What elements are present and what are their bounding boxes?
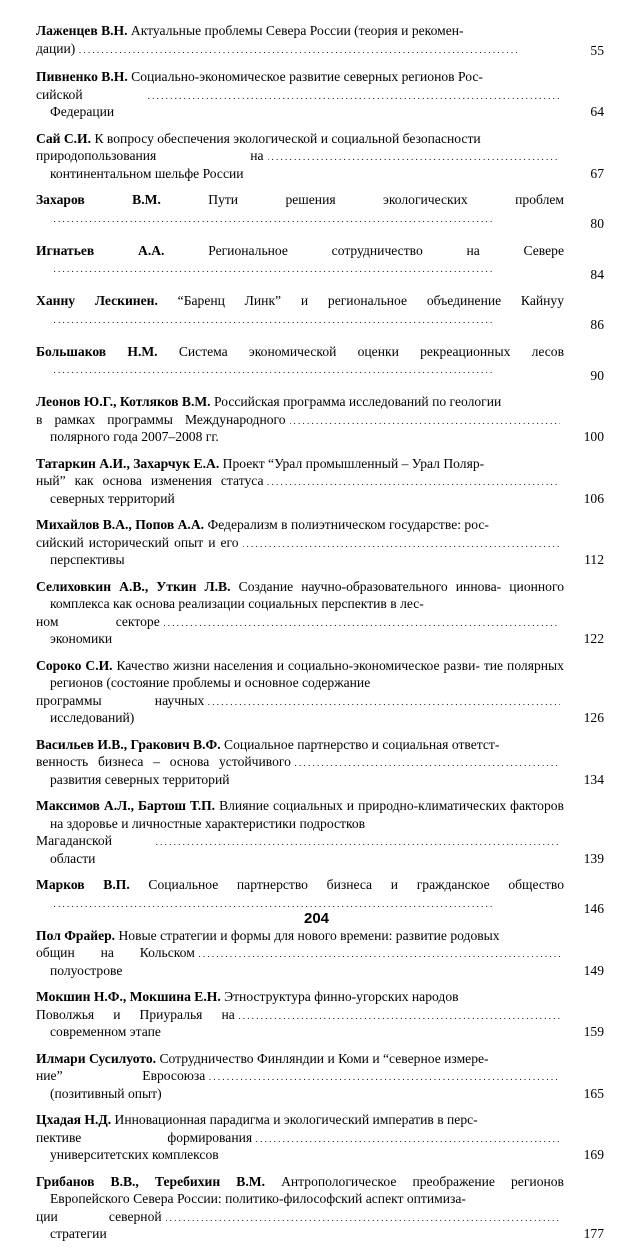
toc-entry [36,191,604,233]
toc-title: Российская программа исследований по геологии [213,394,502,409]
toc-title: Этноструктура финно-угорских народов [224,989,459,1004]
toc-author: Лаженцев В.Н. [36,23,128,38]
toc-leader-dots [148,86,560,106]
toc-entry-text [36,191,564,233]
toc-leader-dots [199,944,560,964]
toc-title: Влияние социальных и природно-климатических факторов на здоровье и личностные характеристики подростков [50,798,564,831]
toc-page-number: 112 [584,552,604,567]
toc-entry-text [36,292,564,334]
toc-page-number: 165 [583,1085,604,1101]
toc-title-tail: венность бизнеса – основа устойчивого развития северных территорий [36,754,291,787]
toc-author: Большаков Н.М. [36,343,158,359]
toc-author: Сороко С.И. [36,657,113,673]
toc-leader-dots [54,259,558,279]
toc-entry-text [36,1111,564,1164]
toc-leader-dots [267,472,560,492]
toc-author: Игнатьев А.А. [36,242,165,258]
toc-entry-text [36,927,564,980]
toc-title: Качество жизни населения и социально-экономическое разви- тие полярных регионов (состояние проблемы и основное содержание [50,657,564,690]
toc-title-end [36,1067,564,1102]
toc-page-number: 159 [583,1024,604,1039]
toc-title-end [36,147,564,182]
toc-title-tail: дации) [36,40,76,56]
toc-leader-dots [239,1006,560,1026]
toc-page-number: 64 [590,104,604,119]
toc-entry [36,22,604,59]
toc-title-tail: ном секторе экономики [36,613,160,646]
toc-entry [36,797,604,867]
toc-title-tail: Магаданской области [36,833,112,866]
toc-leader-dots [256,1129,560,1149]
toc-leader-dots [166,1208,560,1228]
toc-entry [36,988,604,1041]
toc-page-number: 80 [590,216,604,231]
toc-title-end [36,1129,564,1164]
toc-entry [36,1111,604,1164]
toc-author: Ханну Лескинен. [36,293,158,308]
toc-leader-dots [295,753,560,773]
toc-entry [36,455,604,508]
toc-title: Федерализм в полиэтническом государстве: рос- [207,517,489,532]
toc-title: Проект “Урал промышленный – Урал Поляр- [222,455,485,471]
toc-title-tail: сийский исторический опыт и его перспективы [36,534,239,567]
toc-title-tail: общин на Кольском полуострове [36,945,195,978]
toc-author: Михайлов В.А., Попов А.А. [36,517,205,532]
toc-author: Цхадая Н.Д. [36,1112,112,1127]
toc-title-end [36,411,564,446]
toc-entry [36,1173,604,1243]
toc-page-number: 90 [590,367,604,383]
toc-entry [36,516,604,569]
toc-entry-text [36,393,564,446]
toc-title-tail: программы научных исследований) [36,692,205,725]
toc-author: Пол Фрайер. [36,927,116,943]
toc-leader-dots [54,310,558,330]
toc-title-end [36,944,564,979]
toc-title-end [36,1208,564,1243]
toc-page-number: 139 [583,850,604,866]
toc-author: Максимов А.Л., Бартош Т.П. [36,798,216,813]
toc-title-tail: Социальное партнерство бизнеса и гражданское общество [148,877,564,892]
toc-leader-dots [54,209,558,229]
toc-page-number: 177 [583,1226,604,1241]
toc-entry-text [36,736,564,789]
toc-entry [36,68,604,121]
toc-title: Социальное партнерство и социальная ответст- [224,736,500,752]
toc-author: Пивненко В.Н. [36,69,128,84]
toc-title-tail: “Баренц Линк” и региональное объединение Кайнуу [177,293,564,308]
toc-title-end [36,832,564,867]
toc-entry [36,927,604,980]
toc-title-end [36,1006,564,1041]
toc-title-tail: Пути решения экологических проблем [208,192,564,207]
toc-entry [36,393,604,446]
toc-page-number: 122 [583,631,604,646]
toc-title-tail: в рамках программы Международного полярного года 2007–2008 гг. [36,411,286,444]
toc-author: Грибанов В.В., Теребихин В.М. [36,1173,265,1189]
toc-title-tail: Система экономической оценки рекреационных лесов [178,343,565,359]
toc-author: Илмари Сусилуото. [36,1050,157,1066]
toc-entry-text [36,988,564,1041]
toc-page-number: 126 [583,710,604,725]
toc-entry-text [36,242,564,284]
toc-page-number: 84 [590,266,604,282]
toc-author: Леонов Ю.Г., Котляков В.М. [36,394,211,409]
toc-leader-dots [79,40,560,60]
toc-leader-dots [290,411,560,431]
toc-leader-dots [156,832,560,852]
toc-leader-dots [209,1067,560,1087]
toc-leader-dots [208,692,560,712]
toc-page-number: 149 [583,962,604,978]
toc-title-tail: ции северной стратегии [36,1208,162,1241]
toc-title-tail: ние” Евросоюза (позитивный опыт) [36,1068,206,1101]
toc-title: Сотрудничество Финляндии и Коми и “северное измере- [159,1050,489,1066]
toc-entry [36,130,604,183]
toc-title-tail: Региональное сотрудничество на Севере [208,242,565,258]
toc-title: К вопросу обеспечения экологической и социальной безопасности [94,130,481,146]
toc-page-number: 86 [590,317,604,332]
toc-page-number: 146 [583,901,604,916]
toc-entry [36,736,604,789]
toc-leader-dots [268,147,560,167]
table-of-contents [36,22,604,1252]
toc-page-number: 55 [590,42,604,58]
toc-entry-text [36,130,564,183]
toc-title: Антропологическое преображение регионов Европейского Севера России: политико-философский аспект оптимиза- [50,1173,564,1206]
toc-entry [36,292,604,334]
toc-author: Татаркин А.И., Захарчук Е.А. [36,455,220,471]
toc-entry-text [36,68,564,121]
toc-author: Сай С.И. [36,130,92,146]
toc-title-end [36,613,564,648]
toc-entry-text [36,657,564,727]
toc-title-tail: сийской Федерации [36,86,115,119]
toc-page-number: 106 [583,490,604,506]
toc-title-end [36,692,564,727]
toc-title-end [36,753,564,788]
toc-entry-text [36,22,564,59]
toc-author: Мокшин Н.Ф., Мокшина Е.Н. [36,989,221,1004]
page-number: 204 [303,910,330,927]
toc-author: Марков В.П. [36,877,130,892]
toc-entry-text [36,516,564,569]
toc-leader-dots [243,534,560,554]
toc-title-tail: пективе формирования университетских комплексов [36,1129,253,1162]
toc-page-number: 134 [583,771,604,787]
toc-entry-text [36,455,564,508]
toc-title: Создание научно-образовательного иннова- ционного комплекса как основа реализации социальных перспектив в лес- [50,578,565,611]
toc-entry [36,343,604,385]
toc-page-number: 67 [590,165,604,181]
toc-author: Захаров В.М. [36,192,161,207]
toc-entry [36,1050,604,1103]
toc-leader-dots [54,360,558,380]
toc-title-tail: Поволжья и Приуралья на современном этапе [36,1006,235,1039]
toc-author: Васильев И.В., Гракович В.Ф. [36,736,221,752]
toc-entry-text [36,797,564,867]
toc-entry [36,242,604,284]
toc-entry-text [36,1173,564,1243]
toc-title: Социально-экономическое развитие северных регионов Рос- [131,69,483,84]
toc-entry-text [36,1050,564,1103]
toc-title-end [36,86,564,121]
toc-title-end [36,472,564,507]
toc-title-end [36,40,564,60]
toc-page-number: 100 [583,429,604,444]
toc-entry-text [36,578,564,648]
toc-entry [36,578,604,648]
toc-author: Селиховкин А.В., Уткин Л.В. [36,578,231,594]
toc-title: Инновационная парадигма и экологический императив в перс- [114,1112,478,1127]
toc-title-end [36,534,564,569]
toc-leader-dots [164,613,560,633]
toc-entry [36,657,604,727]
toc-title-tail: ный” как основа изменения статуса северных территорий [36,473,264,506]
toc-title: Актуальные проблемы Севера России (теория и рекомен- [130,23,464,38]
toc-entry-text [36,343,564,385]
toc-title-tail: природопользования на континентальном шельфе России [36,148,264,181]
toc-page-number: 169 [583,1147,604,1162]
toc-title: Новые стратегии и формы для нового времени: развитие родовых [118,927,500,943]
